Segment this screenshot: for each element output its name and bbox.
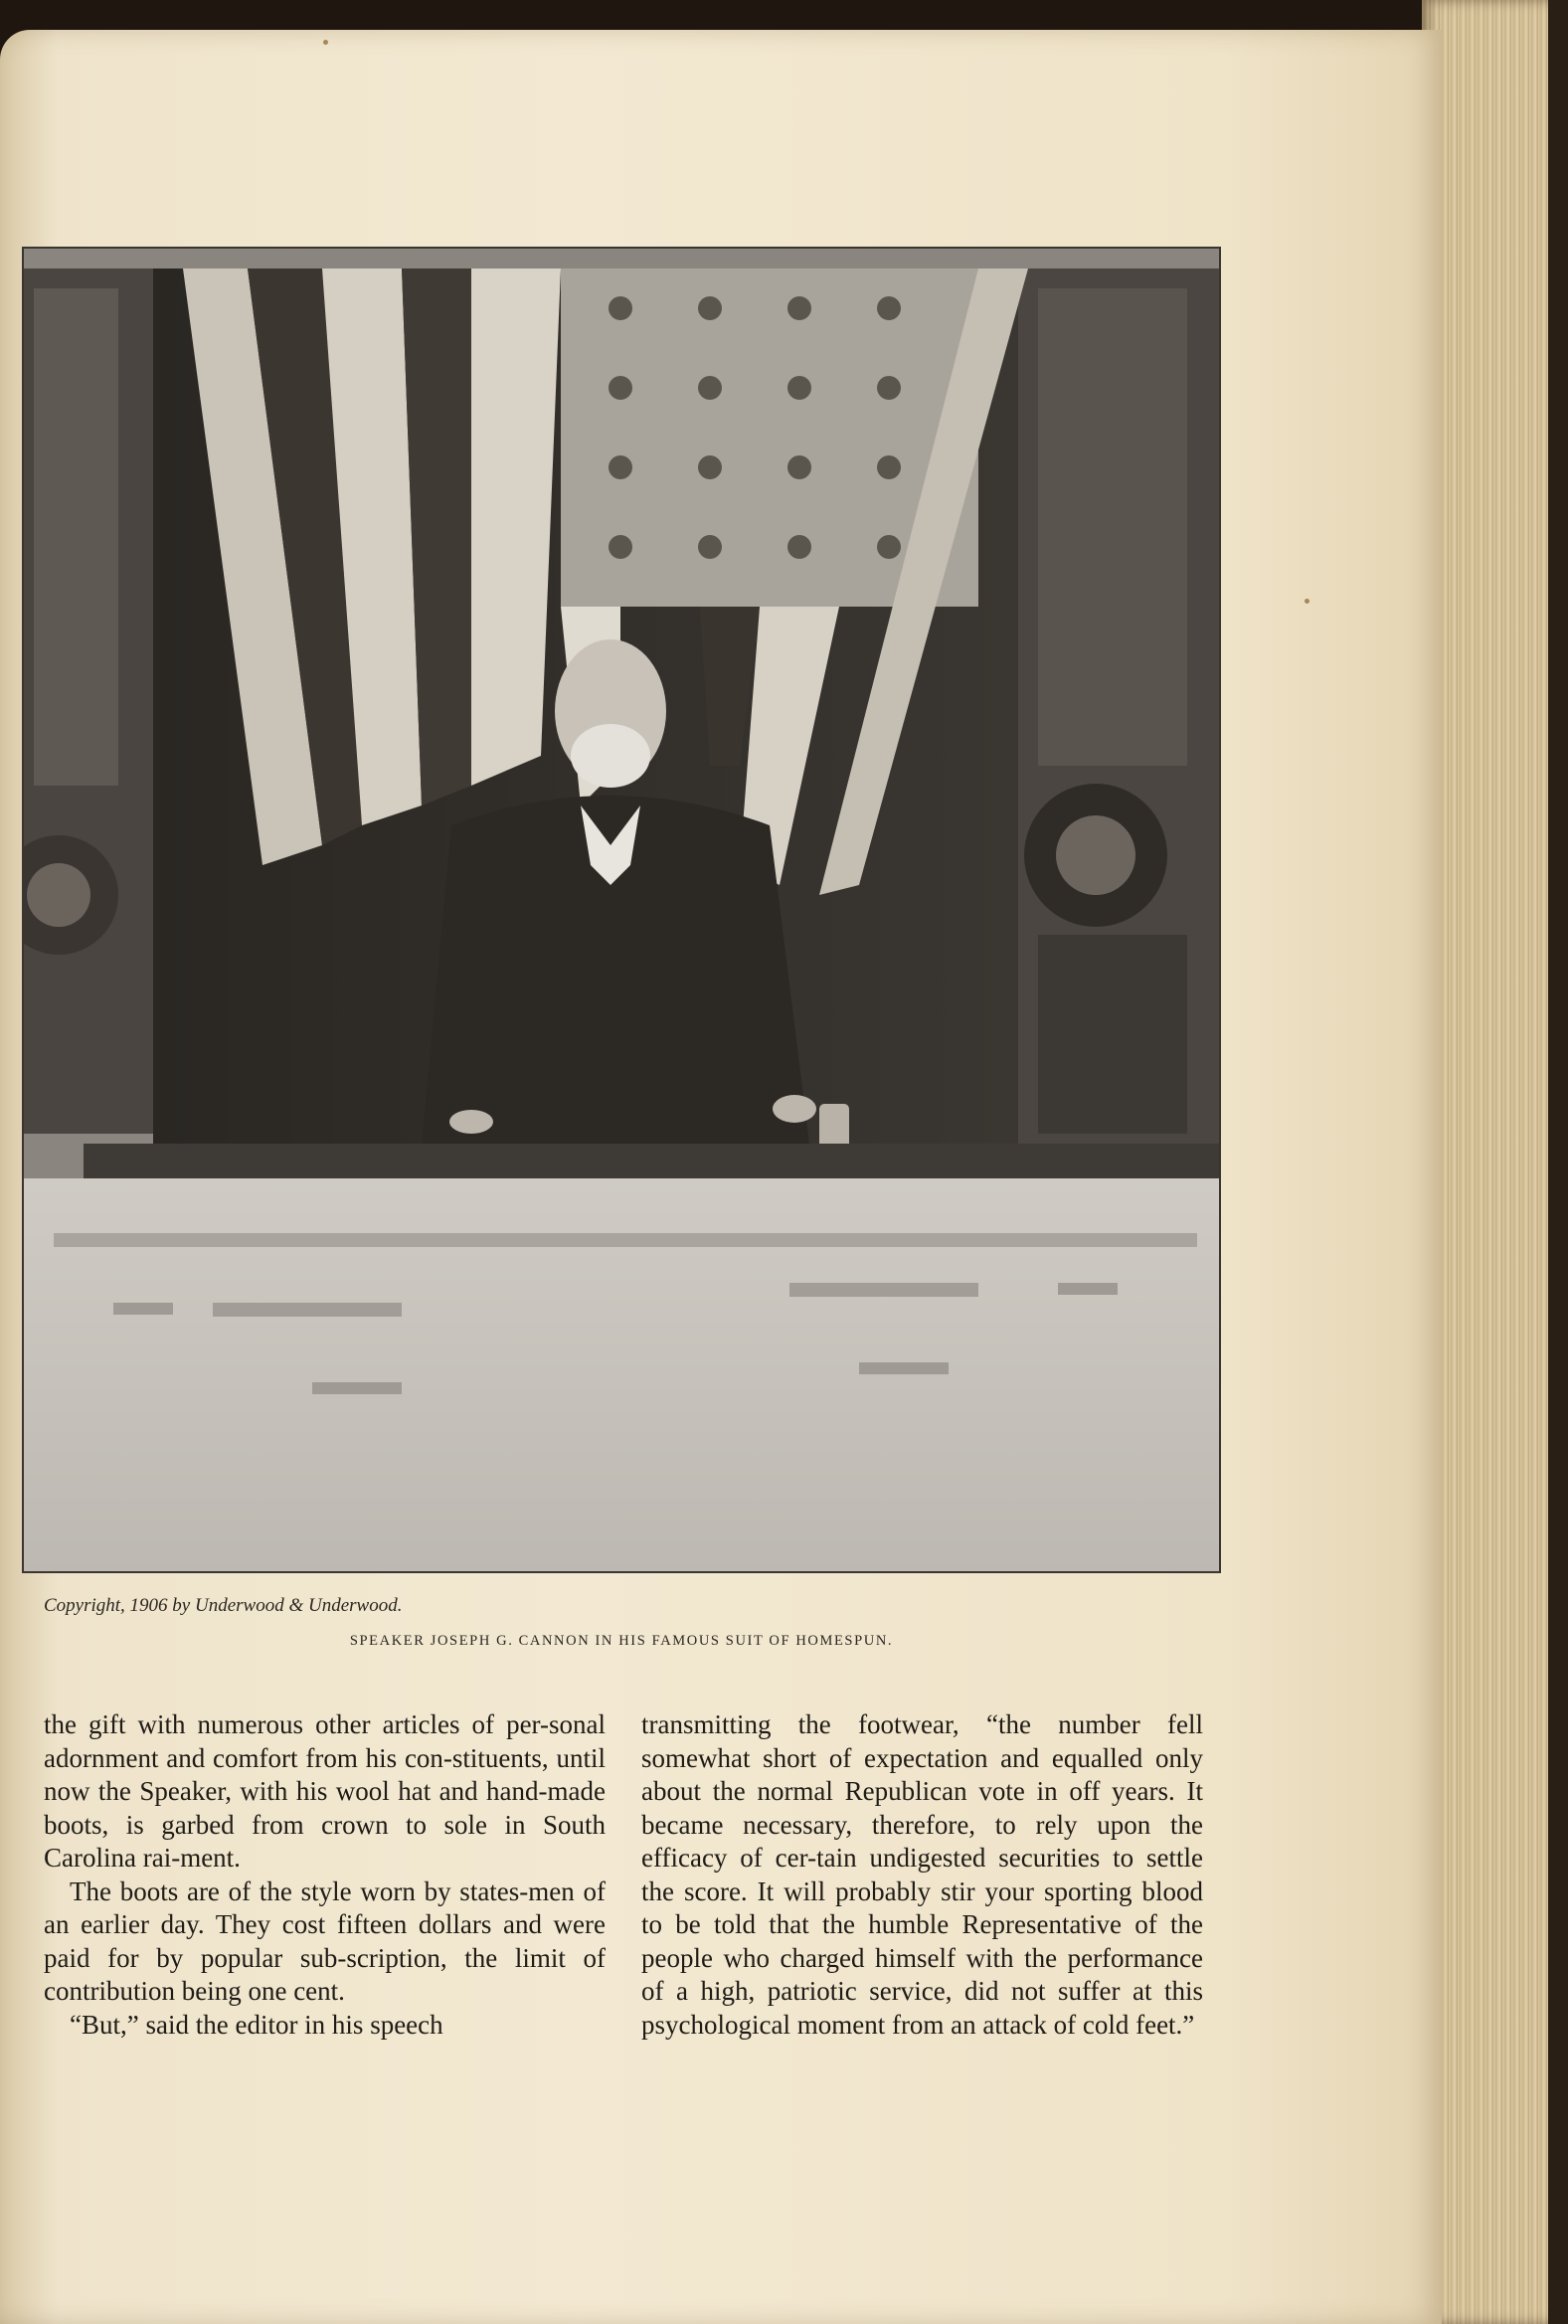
- photograph: [22, 247, 1221, 1573]
- paragraph: transmitting the footwear, “the number fell somewhat short of expectation and equalled only about the normal Republican vote in off years. It became necessary, therefore, to rely upon the efficacy of cer-tain undigested securities to settle the score. It will probably stir your sporting blood to be told that the humble Representative of the people who charged himself with the performance of a high, patriotic service, did not suffer at this psychological moment from an attack of cold feet.”: [641, 1709, 1203, 2040]
- photo-credit: Copyright, 1906 by Underwood & Underwood.: [44, 1595, 403, 1616]
- text-column-left: [44, 1708, 606, 2042]
- speck: [323, 40, 328, 45]
- paragraph: “But,” said the editor in his speech: [70, 2009, 443, 2040]
- speaker-photo: [24, 249, 1219, 1571]
- speck: [1305, 599, 1309, 604]
- paragraph: The boots are of the style worn by states-men of an earlier day. They cost fifteen dollars and were paid for by popular sub-scription, the limit of contribution being one cent.: [44, 1876, 606, 2006]
- paragraph: the gift with numerous other articles of per-sonal adornment and comfort from his con-stituents, until now the Speaker, with his wool hat and hand-made boots, is garbed from crown to sole in South Carolina rai-ment.: [44, 1709, 606, 1873]
- page-edges: [1422, 0, 1568, 2324]
- text-column-right: [641, 1708, 1203, 2042]
- photo-caption: SPEAKER JOSEPH G. CANNON IN HIS FAMOUS SUIT OF HOMESPUN.: [349, 1633, 894, 1649]
